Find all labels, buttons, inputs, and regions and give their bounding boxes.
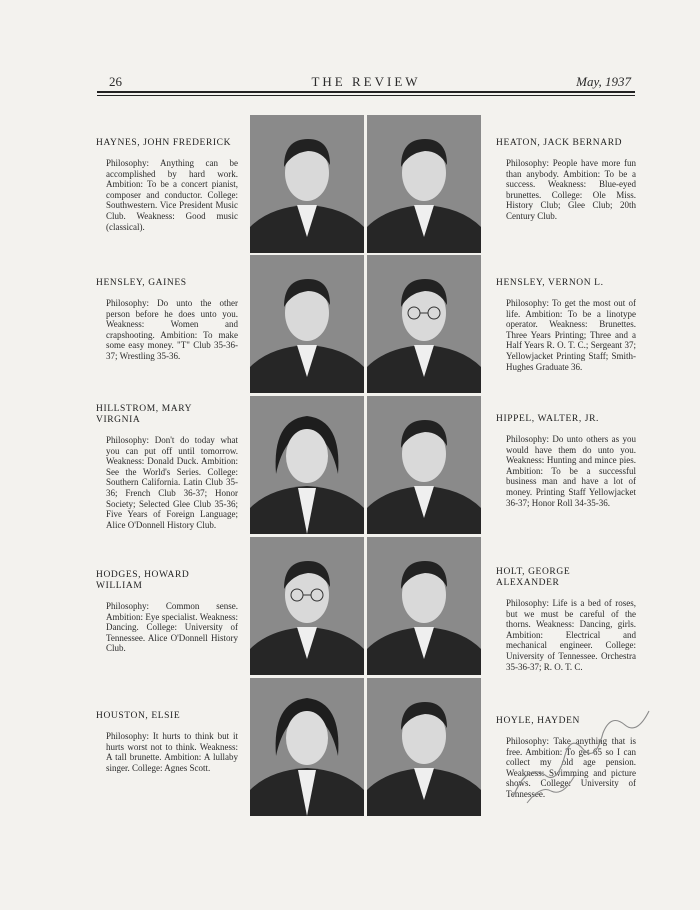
student-bio: Philosophy: It hurts to think but it hurts worst not to think. Weakness: A tall brunette. Ambition: A lullaby singer. College: Agnes Scott. — [106, 731, 238, 773]
student-portrait — [367, 255, 481, 393]
header-rule-thick — [97, 91, 635, 93]
student-portrait — [367, 678, 481, 816]
student-name: HEATON, JACK BERNARD — [496, 138, 623, 148]
publication-title: THE REVIEW — [311, 74, 421, 89]
student-bio: Philosophy: Take anything that is free. Ambition: To get 65 so I can collect my old age pension. Weakness: Swimming and picture shows. College: University of Tennessee. — [506, 736, 636, 799]
student-bio: Philosophy: Don't do today what you can put off until tomorrow. Weakness: Donald Duck. Ambition: See the World's Series. College: Southern California. Latin Club 35-36; French Club 36-37; Honor Society; Selected Glee Club 35-36; Five Years of Foreign Language; Alice O'Donnell History Club. — [106, 435, 238, 530]
student-entry — [96, 278, 238, 362]
student-bio: Philosophy: Common sense. Ambition: Eye specialist. Weakness: Dancing. College: University of Tennessee. Alice O'Donnell History Club. — [106, 601, 238, 654]
student-portrait — [250, 255, 364, 393]
header-rule-thin — [97, 95, 635, 96]
student-portrait — [367, 537, 481, 675]
student-bio: Philosophy: Do unto the other person before he does unto you. Weakness: Women and crapshooting. Ambition: To make some easy money. "T" Club 35-36-37; Wrestling 35-36. — [106, 298, 238, 361]
student-entry — [96, 138, 238, 232]
handwritten-signature — [505, 705, 655, 805]
student-portrait — [250, 537, 364, 675]
student-bio: Philosophy: To get the most out of life. Ambition: To be a linotype operator. Weakness: Brunettes. Three Years Printing; Three and a Half Years R. O. T. C.; Sergeant 37; Yellowjacket Printing Staff; Smith-Hughes Graduate 36. — [506, 298, 636, 372]
student-portrait — [367, 115, 481, 253]
student-entry — [496, 138, 636, 222]
student-entry — [96, 711, 238, 773]
student-name: HIPPEL, WALTER, JR. — [496, 414, 599, 424]
student-portrait — [250, 115, 364, 253]
student-name: HOLT, GEORGE ALEXANDER — [496, 567, 571, 588]
student-name: HOUSTON, ELSIE — [96, 711, 181, 721]
student-entry — [496, 278, 636, 372]
student-entry — [496, 414, 636, 508]
page-number: 26 — [109, 74, 122, 89]
student-portrait — [250, 396, 364, 534]
student-bio: Philosophy: People have more fun than anybody. Ambition: To be a success. Weakness: Blue-eyed brunettes. College: Ole Miss. History Club; Glee Club; 20th Century Club. — [506, 158, 636, 221]
issue-date: May, 1937 — [576, 74, 631, 89]
student-entry — [496, 567, 636, 672]
student-name: HILLSTROM, MARY VIRGNIA — [96, 404, 192, 425]
student-name: HENSLEY, GAINES — [96, 278, 187, 288]
student-entry — [96, 404, 238, 530]
student-name: HAYNES, JOHN FREDERICK — [96, 138, 232, 148]
student-name: HOYLE, HAYDEN — [496, 716, 580, 726]
student-name: HENSLEY, VERNON L. — [496, 278, 604, 288]
student-bio: Philosophy: Do unto others as you would have them do unto you. Weakness: Hunting and mince pies. Ambition: To be a successful business man and have a lot of money. Printing Staff Yellowjacket 36-37; Honor Roll 34-35-36. — [506, 434, 636, 508]
student-portrait — [367, 396, 481, 534]
student-portrait — [250, 678, 364, 816]
student-entry — [96, 570, 238, 654]
student-bio: Philosophy: Life is a bed of roses, but we must be careful of the thorns. Weakness: Dancing, girls. Ambition: Electrical and mechanical engineer. College: University of Tennessee. Orchestra 35-36-37; R. O. T. C. — [506, 598, 636, 672]
student-bio: Philosophy: Anything can be accomplished by hard work. Ambition: To be a concert pianist, composer and conductor. College: Southwestern. Vice President Music Club. Weakness: Good music (classical). — [106, 158, 238, 232]
student-name: HODGES, HOWARD WILLIAM — [96, 570, 190, 591]
